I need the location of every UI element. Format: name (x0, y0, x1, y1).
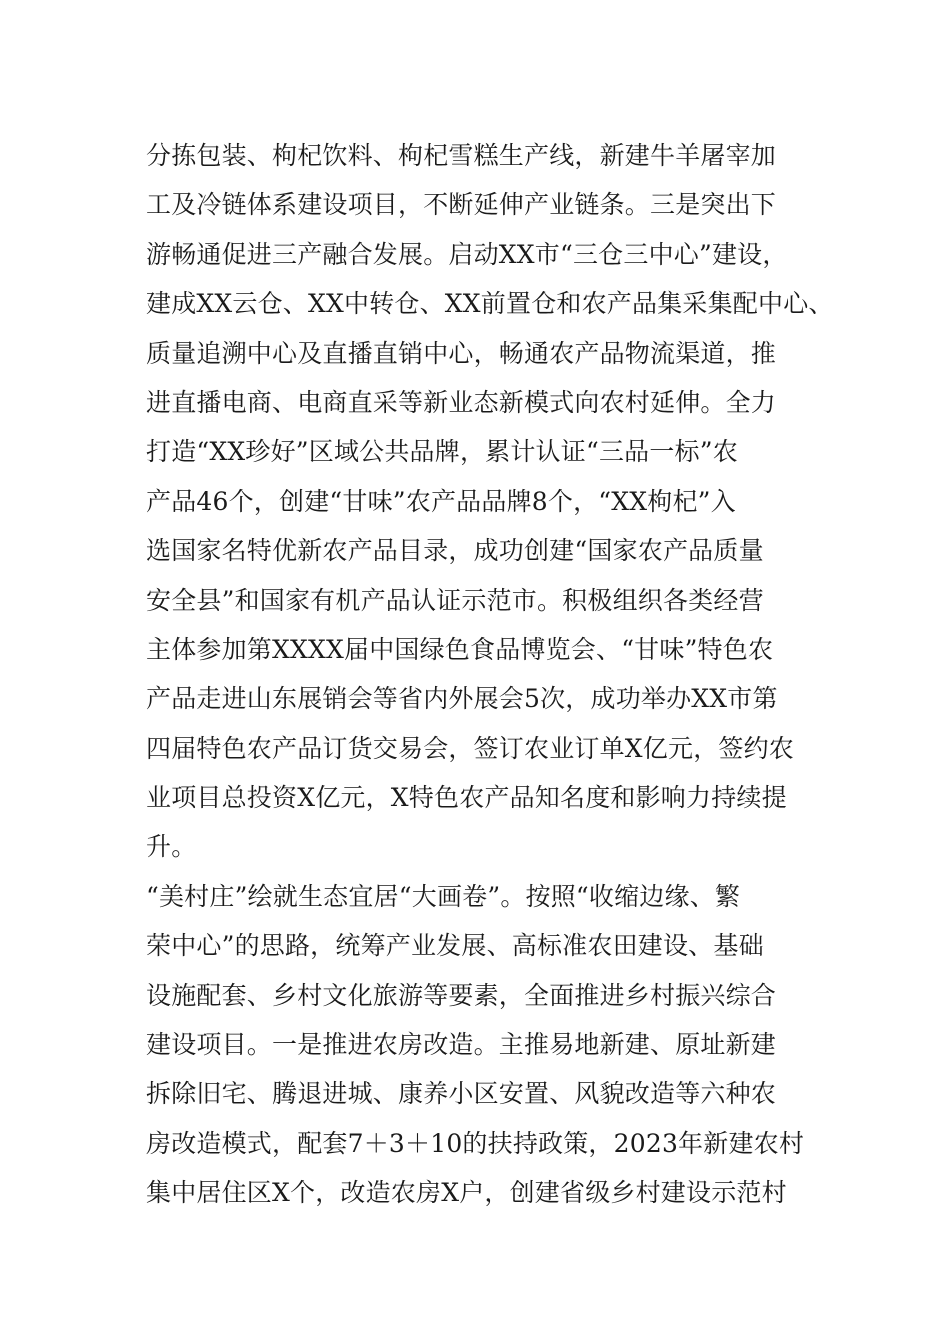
text-line: 建成XX云仓、XX中转仓、XX前置仓和农产品集采集配中心、 (146, 289, 834, 319)
text-line: 工及冷链体系建设项目，不断延伸产业链条。三是突出下 (146, 190, 777, 220)
text-line: 拆除旧宅、腾退进城、康养小区安置、风貌改造等六种农 (146, 1079, 777, 1109)
text-line: 质量追溯中心及直播直销中心，畅通农产品物流渠道，推 (146, 338, 777, 368)
text-line: 安全县”和国家有机产品认证示范市。积极组织各类经营 (146, 585, 764, 615)
text-line: 荣中心”的思路，统筹产业发展、高标准农田建设、基础 (146, 931, 764, 961)
text-line: 房改造模式，配套7＋3＋10的扶持政策，2023年新建农村 (146, 1128, 805, 1158)
text-line: 主体参加第XXXX届中国绿色食品博览会、“甘味”特色农 (146, 634, 774, 664)
text-line: 四届特色农产品订货交易会，签订农业订单X亿元，签约农 (146, 733, 795, 763)
text-line: 集中居住区X个，改造农房X户，创建省级乡村建设示范村 (146, 1178, 787, 1208)
text-line: 选国家名特优新农产品目录，成功创建“国家农产品质量 (146, 536, 764, 566)
text-line: 分拣包装、枸杞饮料、枸杞雪糕生产线，新建牛羊屠宰加 (146, 141, 777, 170)
text-line: 游畅通促进三产融合发展。启动XX市“三仓三中心”建设， (146, 239, 788, 269)
text-line: 设施配套、乡村文化旅游等要素，全面推进乡村振兴综合 (146, 980, 777, 1010)
text-line: 产品46个，创建“甘味”农产品品牌8个，“XX枸杞”入 (146, 486, 736, 516)
text-line: 建设项目。一是推进农房改造。主推易地新建、原址新建 (146, 1030, 777, 1060)
text-line: 打造“XX珍好”区域公共品牌，累计认证“三品一标”农 (146, 437, 738, 467)
text-line: 进直播电商、电商直采等新业态新模式向农村延伸。全力 (146, 387, 777, 417)
text-line: 升。 (146, 832, 197, 862)
text-line: “美村庄”绘就生态宜居“大画卷”。按照“收缩边缘、繁 (146, 881, 741, 911)
text-line: 业项目总投资X亿元，X特色农产品知名度和影响力持续提 (146, 783, 787, 813)
text-line: 产品走进山东展销会等省内外展会5次，成功举办XX市第 (146, 684, 778, 714)
body-text (146, 131, 836, 1218)
